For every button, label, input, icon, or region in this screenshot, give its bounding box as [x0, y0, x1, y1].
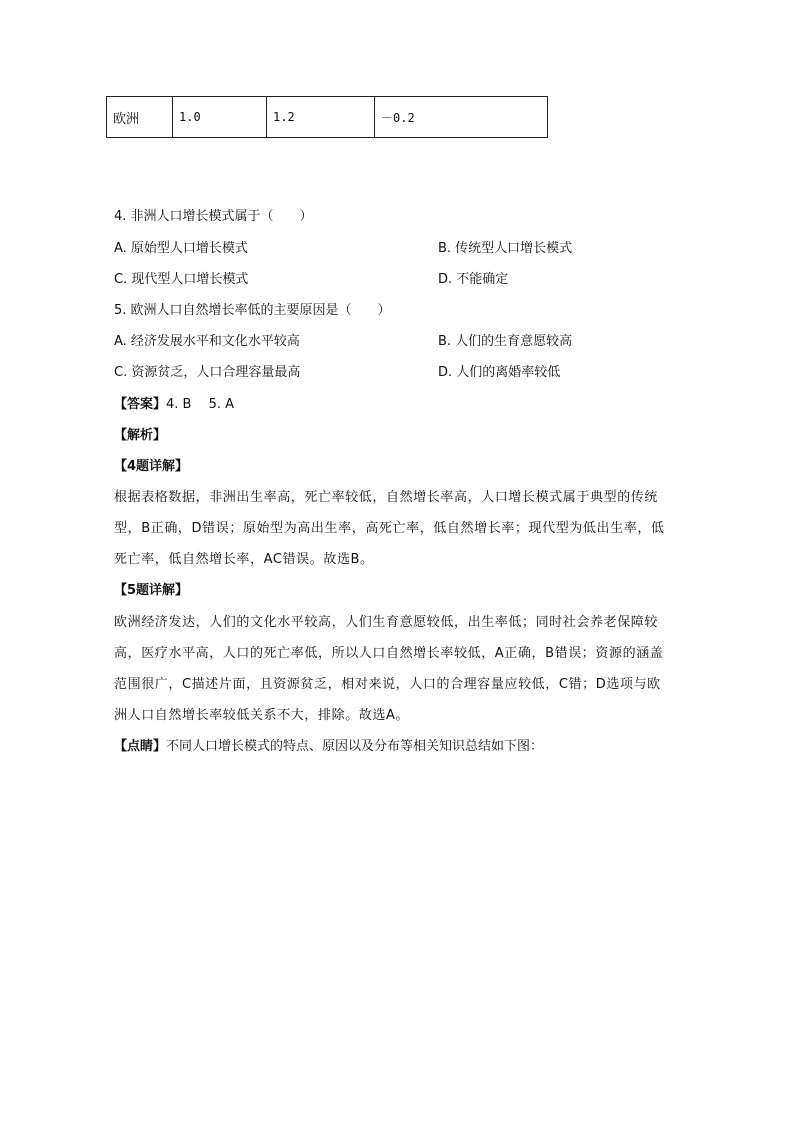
question-5-detail-line: 高，医疗水平高，人口的死亡率低，所以人口自然增长率较低，A正确，B错误；资源的涵盖 [114, 646, 664, 661]
answer-line [114, 396, 234, 414]
question-5-option-c: C. 资源贫乏，人口合理容量最高 [114, 365, 301, 380]
question-4-option-d: D. 不能确定 [438, 272, 509, 287]
question-4-option-a: A. 原始型人口增长模式 [114, 241, 248, 256]
question-5-detail-line: 范围很广，C描述片面，且资源贫乏，相对来说，人口的合理容量应较低，C错；D选项与欧 [114, 677, 661, 692]
question-5-detail-line: 洲人口自然增长率较低关系不大，排除。故选A。 [114, 708, 410, 723]
question-5-detail-line: 欧洲经济发达，人们的文化水平较高，人们生育意愿较低，出生率低；同时社会养老保障较 [114, 615, 659, 630]
question-4-stem: 4. 非洲人口增长模式属于（ ） [114, 209, 313, 224]
summary-text: 不同人口增长模式的特点、原因以及分布等相关知识总结如下图： [166, 739, 544, 754]
question-5-stem: 5. 欧洲人口自然增长率低的主要原因是（ ） [114, 303, 391, 318]
table-cell-region: 欧洲 [107, 97, 173, 138]
question-4-option-b: B. 传统型人口增长模式 [438, 241, 573, 256]
table-cell-death-rate: 1.2 [267, 97, 375, 138]
question-4-detail-line: 死亡率，低自然增长率，AC错误。故选B。 [114, 552, 374, 567]
answer-value: 4. B 5. A [166, 397, 235, 412]
table-cell-birth-rate: 1.0 [173, 97, 267, 138]
question-4-option-c: C. 现代型人口增长模式 [114, 272, 249, 287]
question-4-detail-line: 型，B正确，D错误；原始型为高出生率，高死亡率，低自然增长率；现代型为低出生率，低 [114, 521, 665, 536]
question-5-option-b: B. 人们的生育意愿较高 [438, 334, 573, 349]
question-4-detail-heading: 【4题详解】 [114, 459, 189, 474]
answer-label: 【答案】 [114, 397, 167, 412]
summary-label: 【点睛】 [114, 739, 167, 754]
population-data-table [106, 96, 548, 138]
summary-line [114, 738, 543, 756]
question-5-detail-heading: 【5题详解】 [114, 583, 189, 598]
analysis-heading: 【解析】 [114, 428, 167, 443]
question-4-detail-line: 根据表格数据，非洲出生率高，死亡率较低，自然增长率高，人口增长模式属于典型的传统 [114, 490, 659, 505]
question-5-option-d: D. 人们的离婚率较低 [438, 365, 561, 380]
table-cell-natural-growth-rate: －0.2 [375, 97, 548, 138]
table-row-europe [107, 97, 548, 138]
question-5-option-a: A. 经济发展水平和文化水平较高 [114, 334, 300, 349]
